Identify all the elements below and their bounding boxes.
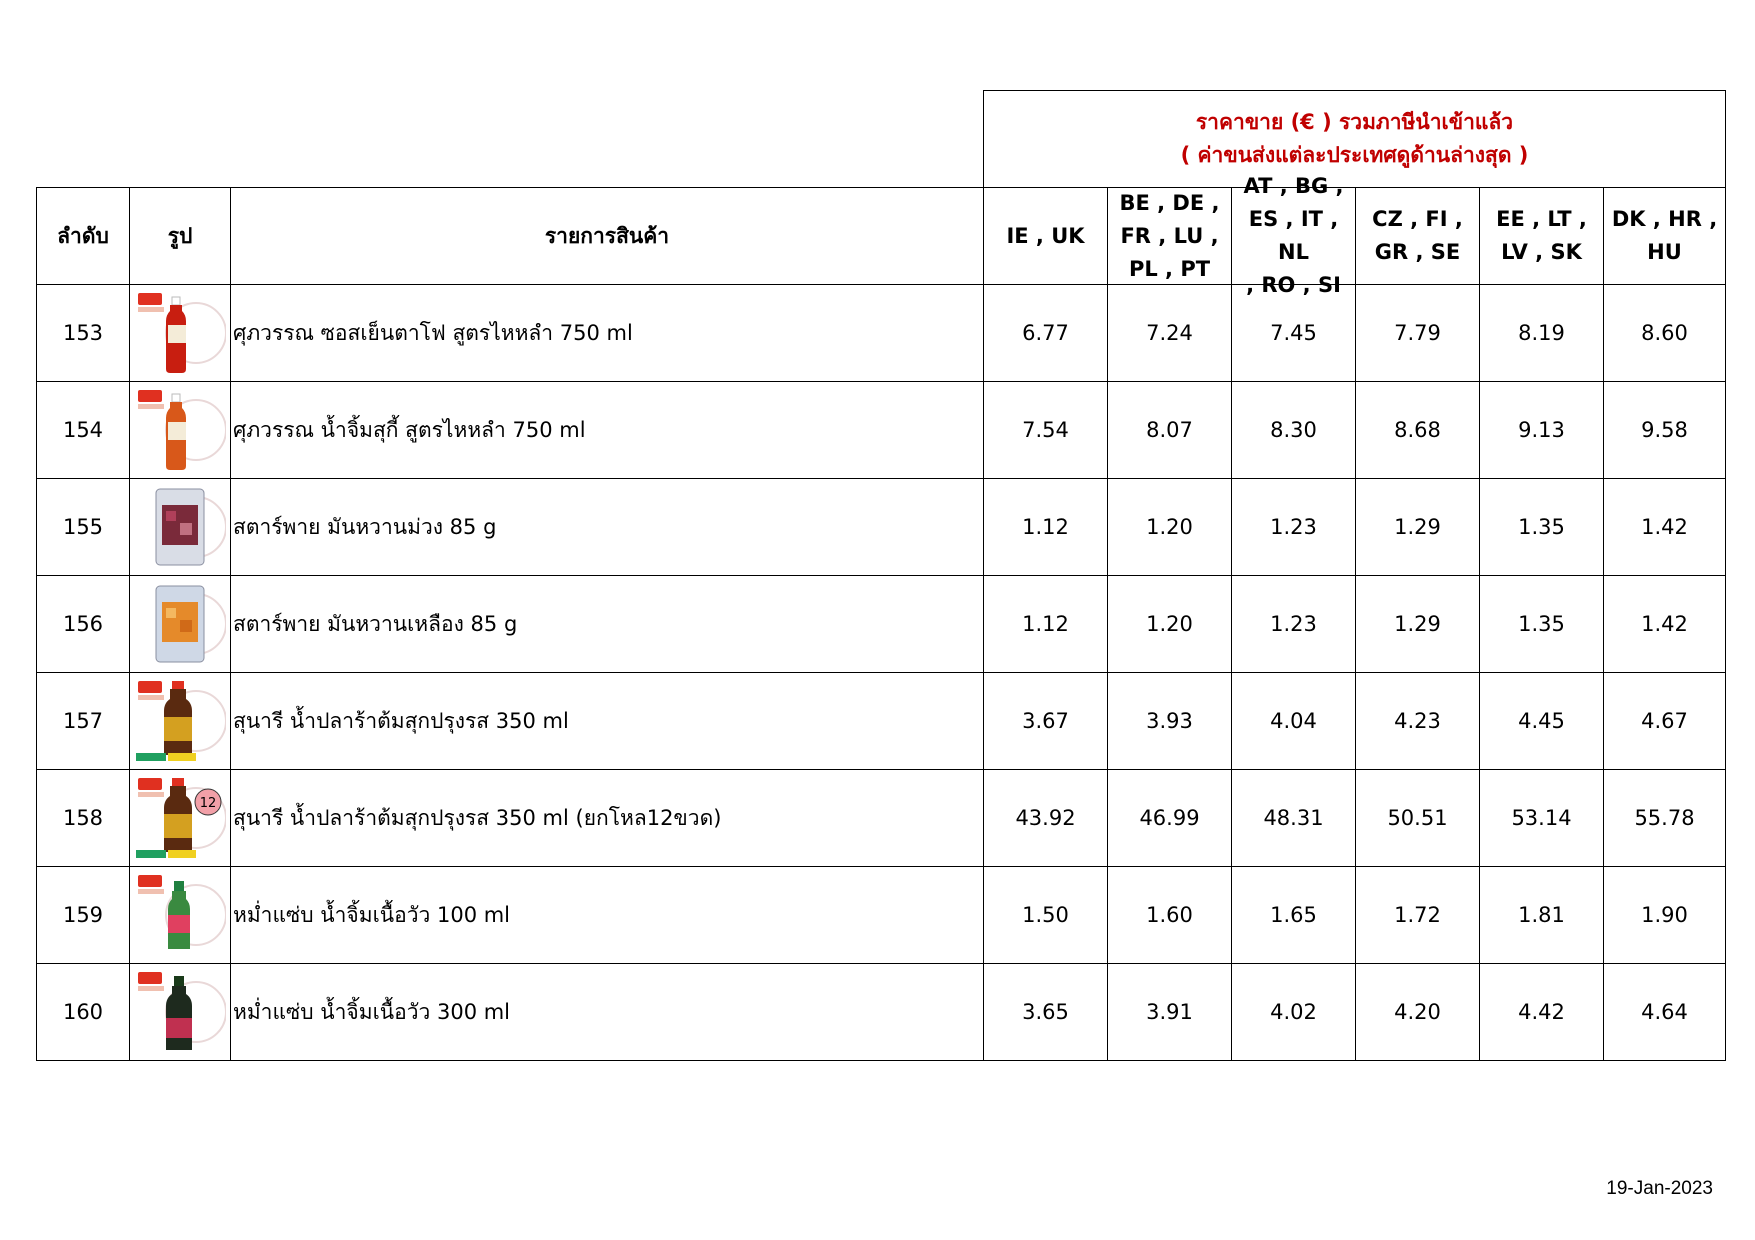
price-title-line2: ( ค่าขนส่งแต่ละประเทศดูด้านล่างสุด ) bbox=[1180, 143, 1529, 167]
price-value: 1.12 bbox=[1022, 515, 1069, 539]
header-be-line3: PL , PT bbox=[1128, 256, 1211, 281]
product-image-cell bbox=[129, 866, 231, 964]
price-cell bbox=[1107, 672, 1232, 770]
price-value: 1.42 bbox=[1641, 515, 1688, 539]
price-value: 1.35 bbox=[1518, 612, 1565, 636]
row-number-cell bbox=[36, 284, 130, 382]
price-value: 1.23 bbox=[1270, 515, 1317, 539]
product-name: ศุภวรรณ น้ำจิ้มสุกี้ สูตรไหหลำ 750 ml bbox=[233, 417, 586, 442]
header-no-label: ลำดับ bbox=[57, 223, 109, 248]
product-name-cell bbox=[230, 963, 984, 1061]
row-number-cell bbox=[36, 672, 130, 770]
price-cell bbox=[1231, 963, 1356, 1061]
price-cell bbox=[983, 963, 1108, 1061]
price-value: 1.65 bbox=[1270, 903, 1317, 927]
product-name: ศุภวรรณ ซอสเย็นตาโฟ สูตรไหหลำ 750 ml bbox=[233, 320, 633, 345]
price-value: 48.31 bbox=[1263, 806, 1324, 830]
price-value: 1.90 bbox=[1641, 903, 1688, 927]
price-cell bbox=[1231, 284, 1356, 382]
product-image-cell bbox=[129, 478, 231, 576]
price-value: 6.77 bbox=[1022, 321, 1069, 345]
price-value: 1.81 bbox=[1518, 903, 1565, 927]
price-cell bbox=[1107, 381, 1232, 479]
header-dk-line2: HU bbox=[1647, 240, 1682, 264]
price-value: 9.13 bbox=[1518, 418, 1565, 442]
product-image bbox=[134, 580, 226, 668]
price-cell bbox=[1231, 769, 1356, 867]
price-value: 3.91 bbox=[1146, 1000, 1193, 1024]
price-cell bbox=[1603, 575, 1726, 673]
product-name-cell bbox=[230, 575, 984, 673]
price-value: 8.60 bbox=[1641, 321, 1688, 345]
product-name: หม่ำแซ่บ น้ำจิ้มเนื้อวัว 300 ml bbox=[233, 999, 511, 1024]
price-cell bbox=[1479, 284, 1604, 382]
product-name-cell bbox=[230, 866, 984, 964]
price-cell bbox=[1479, 478, 1604, 576]
price-value: 8.19 bbox=[1518, 321, 1565, 345]
product-image bbox=[134, 386, 226, 474]
svg-text:12: 12 bbox=[199, 796, 217, 811]
price-cell bbox=[1603, 478, 1726, 576]
header-ee-group bbox=[1479, 187, 1604, 285]
price-value: 4.64 bbox=[1641, 1000, 1688, 1024]
row-number-cell bbox=[36, 381, 130, 479]
price-cell bbox=[983, 575, 1108, 673]
price-cell bbox=[1107, 866, 1232, 964]
product-name: สตาร์พาย มันหวานม่วง 85 g bbox=[233, 514, 497, 539]
price-cell bbox=[983, 284, 1108, 382]
price-value: 7.79 bbox=[1394, 321, 1441, 345]
price-cell bbox=[1107, 769, 1232, 867]
price-cell bbox=[1479, 963, 1604, 1061]
header-at-line3: , RO , SI bbox=[1246, 273, 1341, 297]
header-at-group bbox=[1231, 174, 1356, 297]
price-cell bbox=[1355, 478, 1480, 576]
product-image bbox=[134, 774, 226, 862]
product-image bbox=[134, 677, 226, 765]
price-value: 1.35 bbox=[1518, 515, 1565, 539]
price-value: 4.04 bbox=[1270, 709, 1317, 733]
price-cell bbox=[983, 866, 1108, 964]
price-value: 1.72 bbox=[1394, 903, 1441, 927]
price-cell bbox=[1479, 575, 1604, 673]
header-ie-uk bbox=[983, 187, 1108, 285]
row-number-cell bbox=[36, 478, 130, 576]
header-cz-line1: CZ , FI , bbox=[1372, 207, 1463, 231]
price-cell bbox=[1107, 575, 1232, 673]
price-title-line1: ราคาขาย (€ ) รวมภาษีนำเข้าแล้ว bbox=[1195, 110, 1514, 134]
price-value: 43.92 bbox=[1015, 806, 1076, 830]
header-ie-uk-label: IE , UK bbox=[1006, 223, 1085, 248]
product-name: สตาร์พาย มันหวานเหลือง 85 g bbox=[233, 611, 518, 636]
price-cell bbox=[1355, 866, 1480, 964]
price-value: 4.02 bbox=[1270, 1000, 1317, 1024]
header-be-line2: FR , LU , bbox=[1120, 223, 1219, 248]
header-ee-line1: EE , LT , bbox=[1496, 207, 1587, 231]
row-number-cell bbox=[36, 963, 130, 1061]
row-number-cell bbox=[36, 769, 130, 867]
price-cell bbox=[1231, 866, 1356, 964]
price-cell bbox=[1355, 769, 1480, 867]
price-cell bbox=[1603, 866, 1726, 964]
price-cell bbox=[1231, 381, 1356, 479]
price-value: 7.54 bbox=[1022, 418, 1069, 442]
price-value: 3.67 bbox=[1022, 709, 1069, 733]
price-cell bbox=[983, 381, 1108, 479]
price-value: 1.50 bbox=[1022, 903, 1069, 927]
price-value: 4.23 bbox=[1394, 709, 1441, 733]
product-image bbox=[134, 289, 226, 377]
price-value: 1.12 bbox=[1022, 612, 1069, 636]
price-value: 1.29 bbox=[1394, 515, 1441, 539]
row-number: 160 bbox=[62, 1000, 104, 1024]
product-name-cell bbox=[230, 769, 984, 867]
price-cell bbox=[1231, 478, 1356, 576]
price-value: 46.99 bbox=[1139, 806, 1200, 830]
header-dk-line1: DK , HR , bbox=[1611, 207, 1718, 231]
price-cell bbox=[1479, 769, 1604, 867]
row-number: 156 bbox=[62, 612, 104, 636]
price-cell bbox=[1479, 866, 1604, 964]
product-name-cell bbox=[230, 672, 984, 770]
product-image-cell bbox=[129, 963, 231, 1061]
row-number: 155 bbox=[62, 515, 104, 539]
price-value: 1.42 bbox=[1641, 612, 1688, 636]
product-name: สุนารี น้ำปลาร้าต้มสุกปรุงรส 350 ml bbox=[233, 708, 569, 733]
price-cell bbox=[1479, 672, 1604, 770]
product-image-cell bbox=[129, 381, 231, 479]
product-image bbox=[134, 968, 226, 1056]
header-be-line1: BE , DE , bbox=[1119, 190, 1220, 215]
price-value: 9.58 bbox=[1641, 418, 1688, 442]
price-cell bbox=[1603, 381, 1726, 479]
header-be-group bbox=[1107, 187, 1232, 285]
header-item-label: รายการสินค้า bbox=[544, 223, 670, 248]
price-cell bbox=[1603, 284, 1726, 382]
price-value: 7.24 bbox=[1146, 321, 1193, 345]
row-number: 154 bbox=[62, 418, 104, 442]
price-cell bbox=[1231, 672, 1356, 770]
price-value: 7.45 bbox=[1270, 321, 1317, 345]
header-cz-line2: GR , SE bbox=[1374, 240, 1461, 264]
footer-date: 19-Jan-2023 bbox=[1606, 1178, 1713, 1199]
price-value: 4.20 bbox=[1394, 1000, 1441, 1024]
product-image-cell bbox=[129, 672, 231, 770]
product-name-cell bbox=[230, 478, 984, 576]
header-image bbox=[129, 187, 231, 285]
price-cell bbox=[1603, 963, 1726, 1061]
price-value: 3.93 bbox=[1146, 709, 1193, 733]
price-value: 3.65 bbox=[1022, 1000, 1069, 1024]
price-cell bbox=[983, 769, 1108, 867]
price-value: 4.67 bbox=[1641, 709, 1688, 733]
header-cz-group bbox=[1355, 187, 1480, 285]
price-value: 50.51 bbox=[1387, 806, 1448, 830]
price-title-header bbox=[983, 90, 1726, 188]
product-image-cell bbox=[129, 769, 231, 867]
header-at-line2: ES , IT , NL bbox=[1248, 207, 1339, 264]
header-dk-group bbox=[1603, 187, 1726, 285]
price-cell bbox=[1107, 963, 1232, 1061]
price-value: 55.78 bbox=[1634, 806, 1695, 830]
price-value: 1.20 bbox=[1146, 515, 1193, 539]
price-value: 1.20 bbox=[1146, 612, 1193, 636]
header-ee-line2: LV , SK bbox=[1501, 240, 1582, 264]
price-cell bbox=[1603, 769, 1726, 867]
row-number: 153 bbox=[62, 321, 104, 345]
row-number-cell bbox=[36, 866, 130, 964]
price-value: 53.14 bbox=[1511, 806, 1572, 830]
price-cell bbox=[1231, 575, 1356, 673]
product-name-cell bbox=[230, 381, 984, 479]
price-cell bbox=[1355, 672, 1480, 770]
row-number: 157 bbox=[62, 709, 104, 733]
price-cell bbox=[1107, 478, 1232, 576]
price-cell bbox=[1355, 963, 1480, 1061]
price-cell bbox=[1355, 284, 1480, 382]
price-cell bbox=[983, 672, 1108, 770]
price-cell bbox=[1355, 381, 1480, 479]
product-image-cell bbox=[129, 575, 231, 673]
price-cell bbox=[1355, 575, 1480, 673]
price-cell bbox=[983, 478, 1108, 576]
header-no bbox=[36, 187, 130, 285]
price-cell bbox=[1479, 381, 1604, 479]
header-image-label: รูป bbox=[167, 223, 193, 248]
price-value: 4.45 bbox=[1518, 709, 1565, 733]
row-number: 158 bbox=[62, 806, 104, 830]
header-item bbox=[230, 187, 984, 285]
product-image-cell bbox=[129, 284, 231, 382]
price-value: 1.23 bbox=[1270, 612, 1317, 636]
price-value: 8.68 bbox=[1394, 418, 1441, 442]
product-image bbox=[134, 871, 226, 959]
price-value: 4.42 bbox=[1518, 1000, 1565, 1024]
product-image bbox=[134, 483, 226, 571]
price-value: 1.29 bbox=[1394, 612, 1441, 636]
header-at-line1: AT , BG , bbox=[1243, 174, 1344, 198]
price-cell bbox=[1603, 672, 1726, 770]
price-value: 1.60 bbox=[1146, 903, 1193, 927]
row-number-cell bbox=[36, 575, 130, 673]
product-name: สุนารี น้ำปลาร้าต้มสุกปรุงรส 350 ml (ยกโหล12ขวด) bbox=[233, 805, 722, 830]
price-cell bbox=[1107, 284, 1232, 382]
price-value: 8.30 bbox=[1270, 418, 1317, 442]
product-name-cell bbox=[230, 284, 984, 382]
row-number: 159 bbox=[62, 903, 104, 927]
product-name: หม่ำแซ่บ น้ำจิ้มเนื้อวัว 100 ml bbox=[233, 902, 511, 927]
price-value: 8.07 bbox=[1146, 418, 1193, 442]
